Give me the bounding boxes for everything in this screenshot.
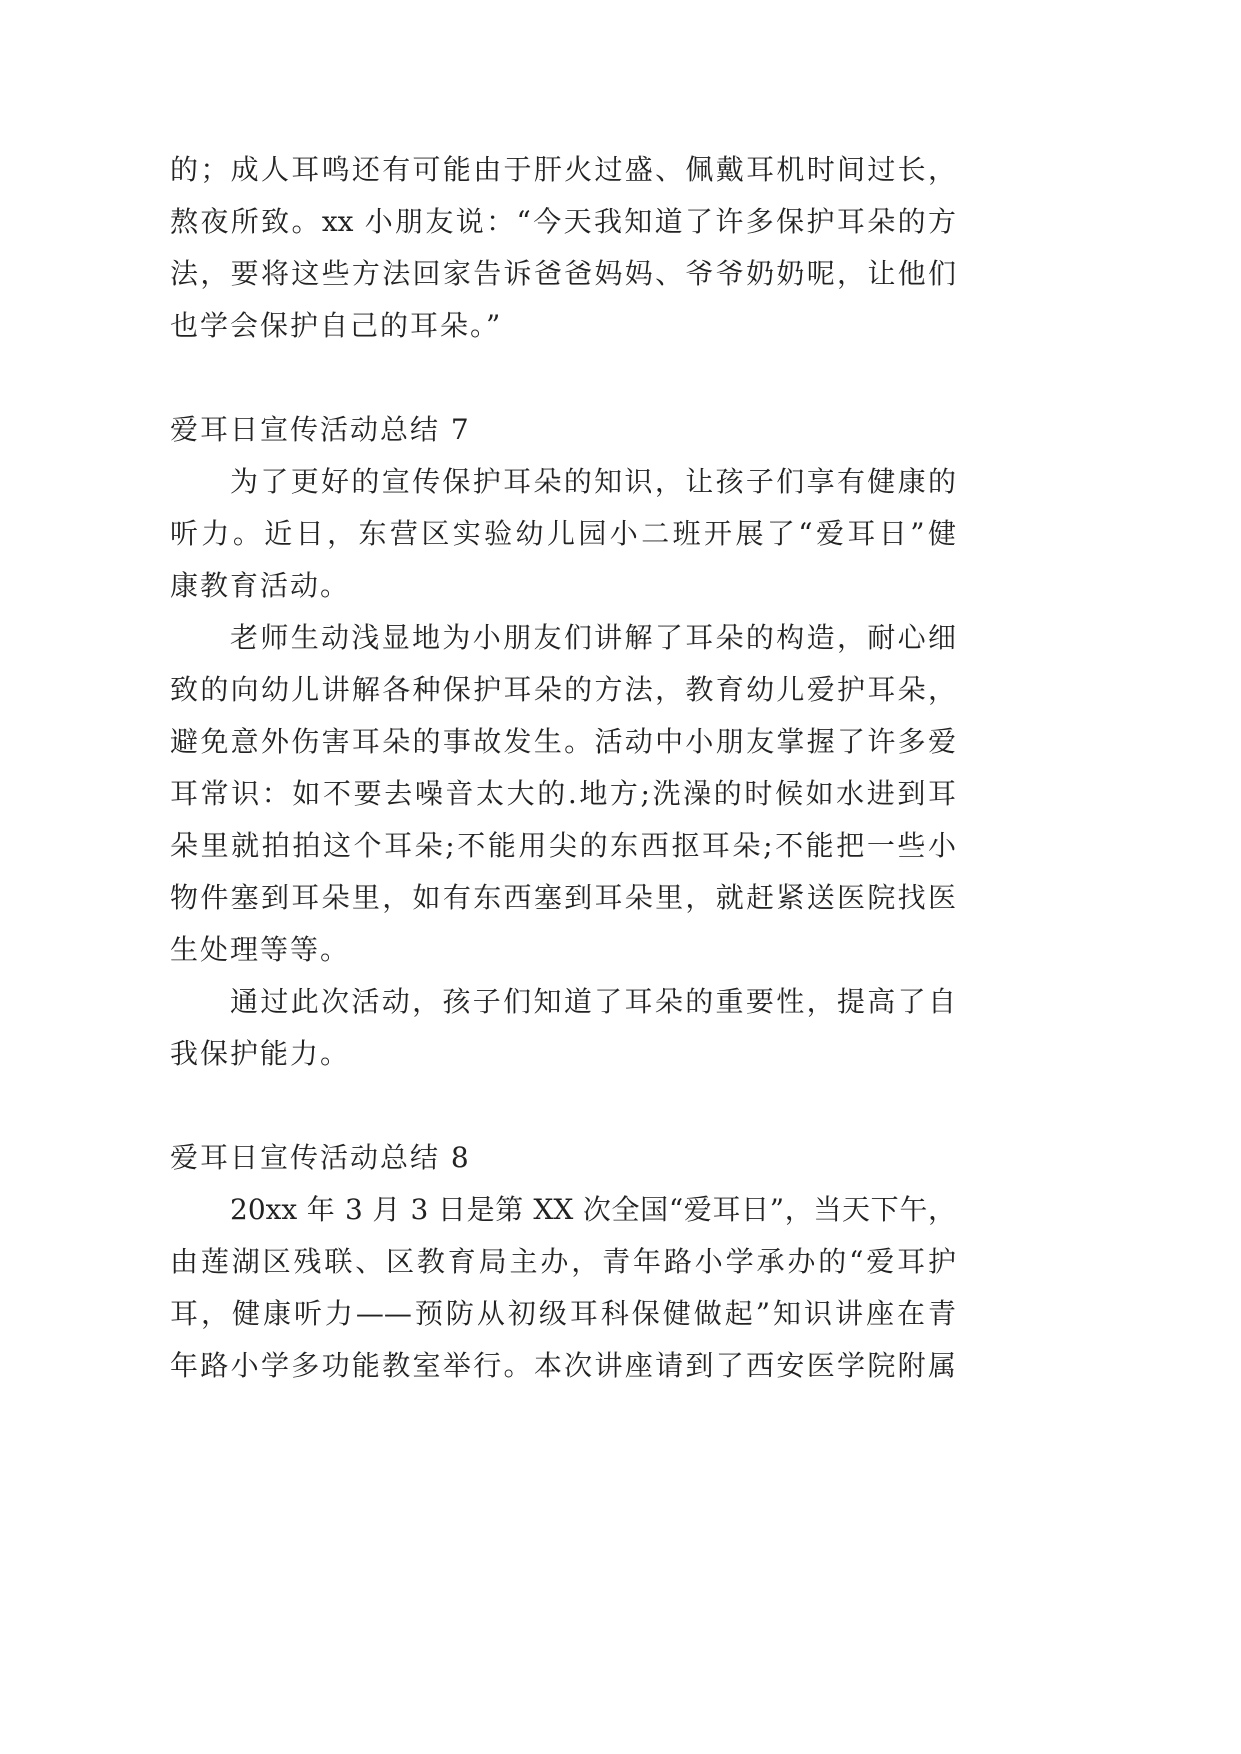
blank-line — [170, 352, 956, 404]
paragraph — [170, 612, 956, 976]
text-line: 耳，健康听力——预防从初级耳科保健做起”知识讲座在青 — [170, 1297, 956, 1330]
text-line: 致的向幼儿讲解各种保护耳朵的方法，教育幼儿爱护耳朵， — [170, 673, 956, 706]
text-line: 的；成人耳鸣还有可能由于肝火过盛、佩戴耳机时间过长， — [170, 153, 956, 186]
text-line: 也学会保护自己的耳朵。” — [170, 309, 503, 342]
paragraph — [170, 976, 956, 1080]
text-line: 通过此次活动，孩子们知道了耳朵的重要性，提高了自 — [230, 985, 956, 1018]
text-line: 听力。近日，东营区实验幼儿园小二班开展了“爱耳日”健 — [170, 517, 956, 550]
text-line: 老师生动浅显地为小朋友们讲解了耳朵的构造，耐心细 — [230, 621, 956, 654]
continued-paragraph — [170, 144, 956, 352]
text-line: 由莲湖区残联、区教育局主办，青年路小学承办的“爱耳护 — [170, 1245, 956, 1278]
section-heading: 爱耳日宣传活动总结 8 — [170, 1141, 471, 1174]
paragraph — [170, 1184, 956, 1392]
text-line: 避免意外伤害耳朵的事故发生。活动中小朋友掌握了许多爱 — [170, 725, 956, 758]
text-line: 20xx 年 3 月 3 日是第 XX 次全国“爱耳日”，当天下午， — [230, 1193, 956, 1226]
text-line: 熬夜所致。xx 小朋友说：“今天我知道了许多保护耳朵的方 — [170, 205, 956, 238]
text-line: 法，要将这些方法回家告诉爸爸妈妈、爷爷奶奶呢，让他们 — [170, 257, 956, 290]
text-line: 物件塞到耳朵里，如有东西塞到耳朵里，就赶紧送医院找医 — [170, 881, 956, 914]
text-line: 耳常识：如不要去噪音太大的.地方;洗澡的时候如水进到耳 — [170, 777, 956, 810]
text-line: 我保护能力。 — [170, 1037, 351, 1070]
text-column — [170, 144, 956, 1392]
section-7 — [170, 404, 956, 1080]
text-line: 为了更好的宣传保护耳朵的知识，让孩子们享有健康的 — [230, 465, 956, 498]
text-line: 年路小学多功能教室举行。本次讲座请到了西安医学院附属 — [170, 1349, 956, 1382]
section-heading: 爱耳日宣传活动总结 7 — [170, 413, 471, 446]
text-line: 康教育活动。 — [170, 569, 351, 602]
section-8 — [170, 1132, 956, 1392]
text-line: 生处理等等。 — [170, 933, 351, 966]
text-line: 朵里就拍拍这个耳朵;不能用尖的东西抠耳朵;不能把一些小 — [170, 829, 956, 862]
paragraph — [170, 456, 956, 612]
blank-line — [170, 1080, 956, 1132]
